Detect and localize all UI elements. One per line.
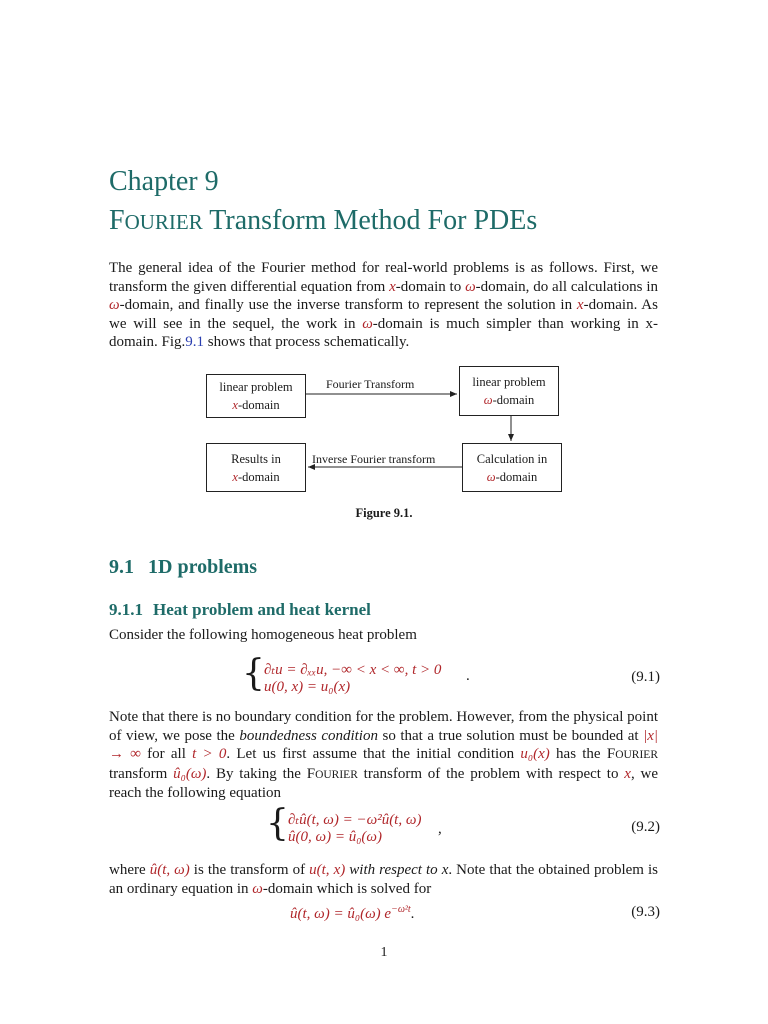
eq-9-1-tail: . <box>466 668 470 684</box>
where-paragraph: where û(t, ω) is the transform of u(t, x) with respect to x. Note that the obtained problem is an ordinary equation in ω-domain which is solved for <box>109 862 658 897</box>
box-results-x: Results in x-domain <box>206 443 306 492</box>
brace-eq-9-2: { <box>266 803 289 844</box>
label-inverse-fourier: Inverse Fourier transform <box>312 452 436 466</box>
eq-9-1-number: (9.1) <box>631 669 660 685</box>
eq-9-2-number: (9.2) <box>631 819 660 835</box>
figure-reference-link[interactable]: 9.1 <box>185 334 205 350</box>
intro-paragraph: The general idea of the Fourier method for real-world problems is as follows. First, we transform the given differential equation from x-domain to ω-domain, do all calculations in ω-domain, and finally use the inverse transform to represent the solution in x-domain. As we will see in the sequel, the work in ω-domain is much simpler than working in x-domain. Fig.9.1 shows that process schematically. <box>109 260 658 350</box>
chapter-label: Chapter 9 <box>109 166 219 197</box>
box-linear-problem-omega: linear problem ω-domain <box>459 366 559 416</box>
page-number: 1 <box>380 945 388 960</box>
subsection-heading: 9.1.1 Heat problem and heat kernel <box>109 600 371 619</box>
brace-eq-9-1: { <box>242 653 265 694</box>
eq-9-2-line1: ∂ₜû(t, ω) = −ω²û(t, ω) <box>288 812 422 828</box>
chapter-title: FOURIER Transform Method For PDEs <box>109 205 538 236</box>
consider-paragraph: Consider the following homogeneous heat problem <box>109 627 417 643</box>
figure-caption: Figure 9.1. <box>355 506 413 520</box>
note-paragraph: Note that there is no boundary condition for the problem. However, from the physical point of view, we pose the boundedness condition so that a true solution must be bounded at |x| → ∞ for all t > 0. Let us first assume that the initial condition u₀(x) has the FOURIER transform û₀(ω). By taking the FOURIER transform of the problem with respect to x, we reach the following equation <box>109 709 658 801</box>
box-calculation-omega: Calculation in ω-domain <box>462 443 562 492</box>
eq-9-3-number: (9.3) <box>631 904 660 920</box>
box-linear-problem-x: linear problem x-domain <box>206 374 306 418</box>
eq-9-1-line2: u(0, x) = u₀(x) <box>264 679 351 695</box>
eq-9-2-tail: , <box>438 821 442 837</box>
eq-9-1-line1: ∂ₜu = ∂ₓₓu, −∞ < x < ∞, t > 0 <box>264 662 442 678</box>
eq-9-3: û(t, ω) = û₀(ω) $e^{-\omega^2t}$. <box>290 904 415 922</box>
label-fourier-transform: Fourier Transform <box>326 377 415 391</box>
eq-9-2-line2: û(0, ω) = û₀(ω) <box>288 829 382 845</box>
section-heading: 9.1 1D problems <box>109 556 258 578</box>
